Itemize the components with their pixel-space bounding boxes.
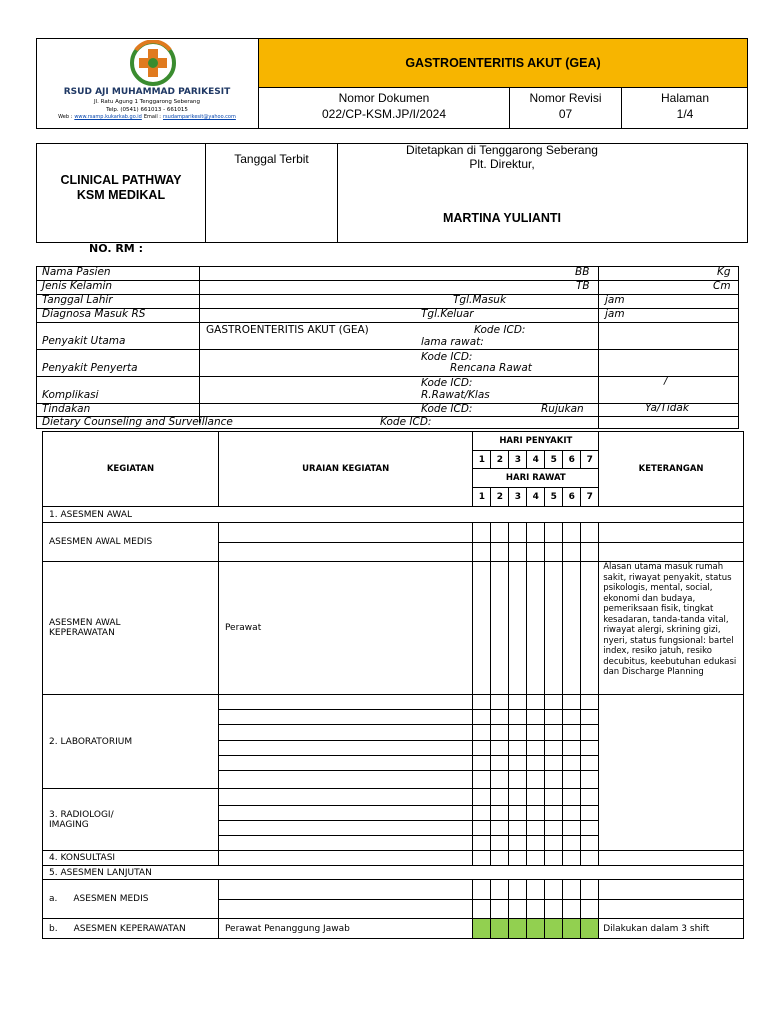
keperawatan-note: Alasan utama masuk rumah sakit, riwayat penyakit, status psikologis, mental, social, ekonomi dan budaya, pemeriksaan fisik, tingkat kesadaran, tanda-tanda vital, riwayat alergi, skrining gizi, nyeri, status fungsional: bartel index, resiko jatuh, resiko decubitus, keebutuhan edukasi dan Discharge Planning	[599, 562, 744, 695]
tb-label: TB	[576, 280, 590, 292]
pathway-title: CLINICAL PATHWAY KSM MEDIKAL	[60, 173, 182, 202]
day-6: 6	[563, 451, 581, 469]
director-name: MARTINA YULIANTI	[442, 211, 562, 225]
rujukan-label: Rujukan	[541, 403, 584, 415]
rawat-day-5: 5	[545, 488, 563, 507]
hospital-address: Jl. Ratu Agung 1 Tenggarong Seberang	[93, 99, 201, 105]
complication-label: Komplikasi	[42, 389, 99, 401]
asesmen-awal-keperawatan: ASESMEN AWAL KEPERAWATAN	[43, 562, 219, 695]
shift-day-5	[545, 919, 563, 939]
asesmen-medis: a. ASESMEN MEDIS	[43, 880, 219, 919]
email-link[interactable]: rsudamparikesit@yahoo.com	[163, 114, 236, 120]
set-at-text: Ditetapkan di Tenggarong Seberang Plt. Direktur,	[406, 143, 598, 171]
hari-rawat-header: HARI RAWAT	[473, 469, 599, 488]
main-disease-value: GASTROENTERITIS AKUT (GEA)	[206, 324, 369, 336]
day-7: 7	[581, 451, 599, 469]
activity-table	[42, 431, 744, 939]
kg-label: Kg	[717, 266, 731, 278]
kode-icd-1: Kode ICD:	[474, 324, 526, 336]
konsultasi: 4. KONSULTASI	[43, 851, 219, 866]
doc-number: 022/CP-KSM.JP/I/2024	[321, 107, 447, 121]
radiologi-imaging: 3. RADIOLOGI/ IMAGING	[43, 789, 219, 851]
revision-number: 07	[558, 107, 573, 121]
asesmen-keperawatan: b. ASESMEN KEPERAWATAN	[43, 919, 219, 939]
laboratorium: 2. LABORATORIUM	[43, 695, 219, 789]
shift-day-6	[563, 919, 581, 939]
day-1: 1	[473, 451, 491, 469]
asesmen-awal-medis: ASESMEN AWAL MEDIS	[43, 523, 219, 562]
issued-date-label: Tanggal Terbit	[234, 152, 309, 166]
comorbid-label: Penyakit Penyerta	[42, 362, 138, 374]
main-disease-label: Penyakit Utama	[42, 335, 126, 347]
section-asesmen-lanjutan: 5. ASESMEN LANJUTAN	[43, 866, 744, 880]
rawat-day-1: 1	[473, 488, 491, 507]
shift-day-2	[491, 919, 509, 939]
rawat-day-6: 6	[563, 488, 581, 507]
hospital-name: RSUD AJI MUHAMMAD PARIKESIT	[63, 87, 231, 97]
action-label: Tindakan	[42, 403, 91, 415]
doc-number-label: Nomor Dokumen	[338, 91, 430, 105]
kode-icd-4: Kode ICD:	[421, 403, 473, 415]
section-asesmen-awal: 1. ASESMEN AWAL	[43, 507, 744, 523]
hospital-logo	[124, 40, 182, 86]
lama-rawat-label: lama rawat:	[421, 336, 484, 348]
day-5: 5	[545, 451, 563, 469]
rawat-day-3: 3	[509, 488, 527, 507]
cm-label: Cm	[713, 280, 731, 292]
jam-keluar-label: jam	[605, 308, 625, 320]
col-uraian: URAIAN KEGIATAN	[218, 432, 472, 507]
dob-label: Tanggal Lahir	[42, 294, 113, 306]
jam-masuk-label: jam	[605, 294, 625, 306]
col-keterangan: KETERANGAN	[599, 432, 744, 507]
bb-label: BB	[575, 266, 590, 278]
day-2: 2	[491, 451, 509, 469]
dietary-label: Dietary Counseling and Surveillance	[42, 416, 233, 428]
no-rm-label: NO. RM :	[89, 242, 143, 255]
sex-label: Jenis Kelamin	[42, 280, 113, 292]
rencana-rawat-label: Rencana Rawat	[450, 362, 532, 374]
hospital-contact: Web : www.rsamp.kukarkab.go.id Email : rsudamparikesit@yahoo.com	[58, 114, 236, 120]
day-4: 4	[527, 451, 545, 469]
kode-icd-5: Kode ICD:	[380, 416, 432, 428]
rawat-day-4: 4	[527, 488, 545, 507]
tgl-masuk-label: Tgl.Masuk	[453, 294, 507, 306]
hari-penyakit-header: HARI PENYAKIT	[473, 432, 599, 451]
patient-info-box	[36, 266, 739, 429]
rawat-klas-label: R.Rawat/Klas	[421, 389, 490, 401]
shift-day-4	[527, 919, 545, 939]
patient-name-label: Nama Pasien	[42, 266, 111, 278]
day-3: 3	[509, 451, 527, 469]
tgl-keluar-label: Tgl.Keluar	[421, 308, 474, 320]
hospital-phone: Telp. (0541) 661013 - 661015	[106, 107, 188, 113]
document-title: GASTROENTERITIS AKUT (GEA)	[405, 56, 601, 70]
shift-note: Dilakukan dalam 3 shift	[599, 919, 744, 939]
shift-day-3	[509, 919, 527, 939]
page-number: 1/4	[676, 107, 694, 121]
kode-icd-3: Kode ICD:	[421, 377, 473, 389]
perawat-pj: Perawat Penanggung Jawab	[218, 919, 472, 939]
rawat-day-7: 7	[581, 488, 599, 507]
perawat-label: Perawat	[218, 562, 472, 695]
slash-separator: /	[664, 375, 668, 387]
ya-tidak-label: Ya/Tidak	[645, 402, 689, 414]
diagnosis-label: Diagnosa Masuk RS	[42, 308, 146, 320]
shift-day-1	[473, 919, 491, 939]
web-link[interactable]: www.rsamp.kukarkab.go.id	[74, 114, 142, 120]
kode-icd-2: Kode ICD:	[421, 351, 473, 363]
rawat-day-2: 2	[491, 488, 509, 507]
shift-day-7	[581, 919, 599, 939]
revision-label: Nomor Revisi	[529, 91, 602, 105]
page-label: Halaman	[660, 91, 710, 105]
col-kegiatan: KEGIATAN	[43, 432, 219, 507]
